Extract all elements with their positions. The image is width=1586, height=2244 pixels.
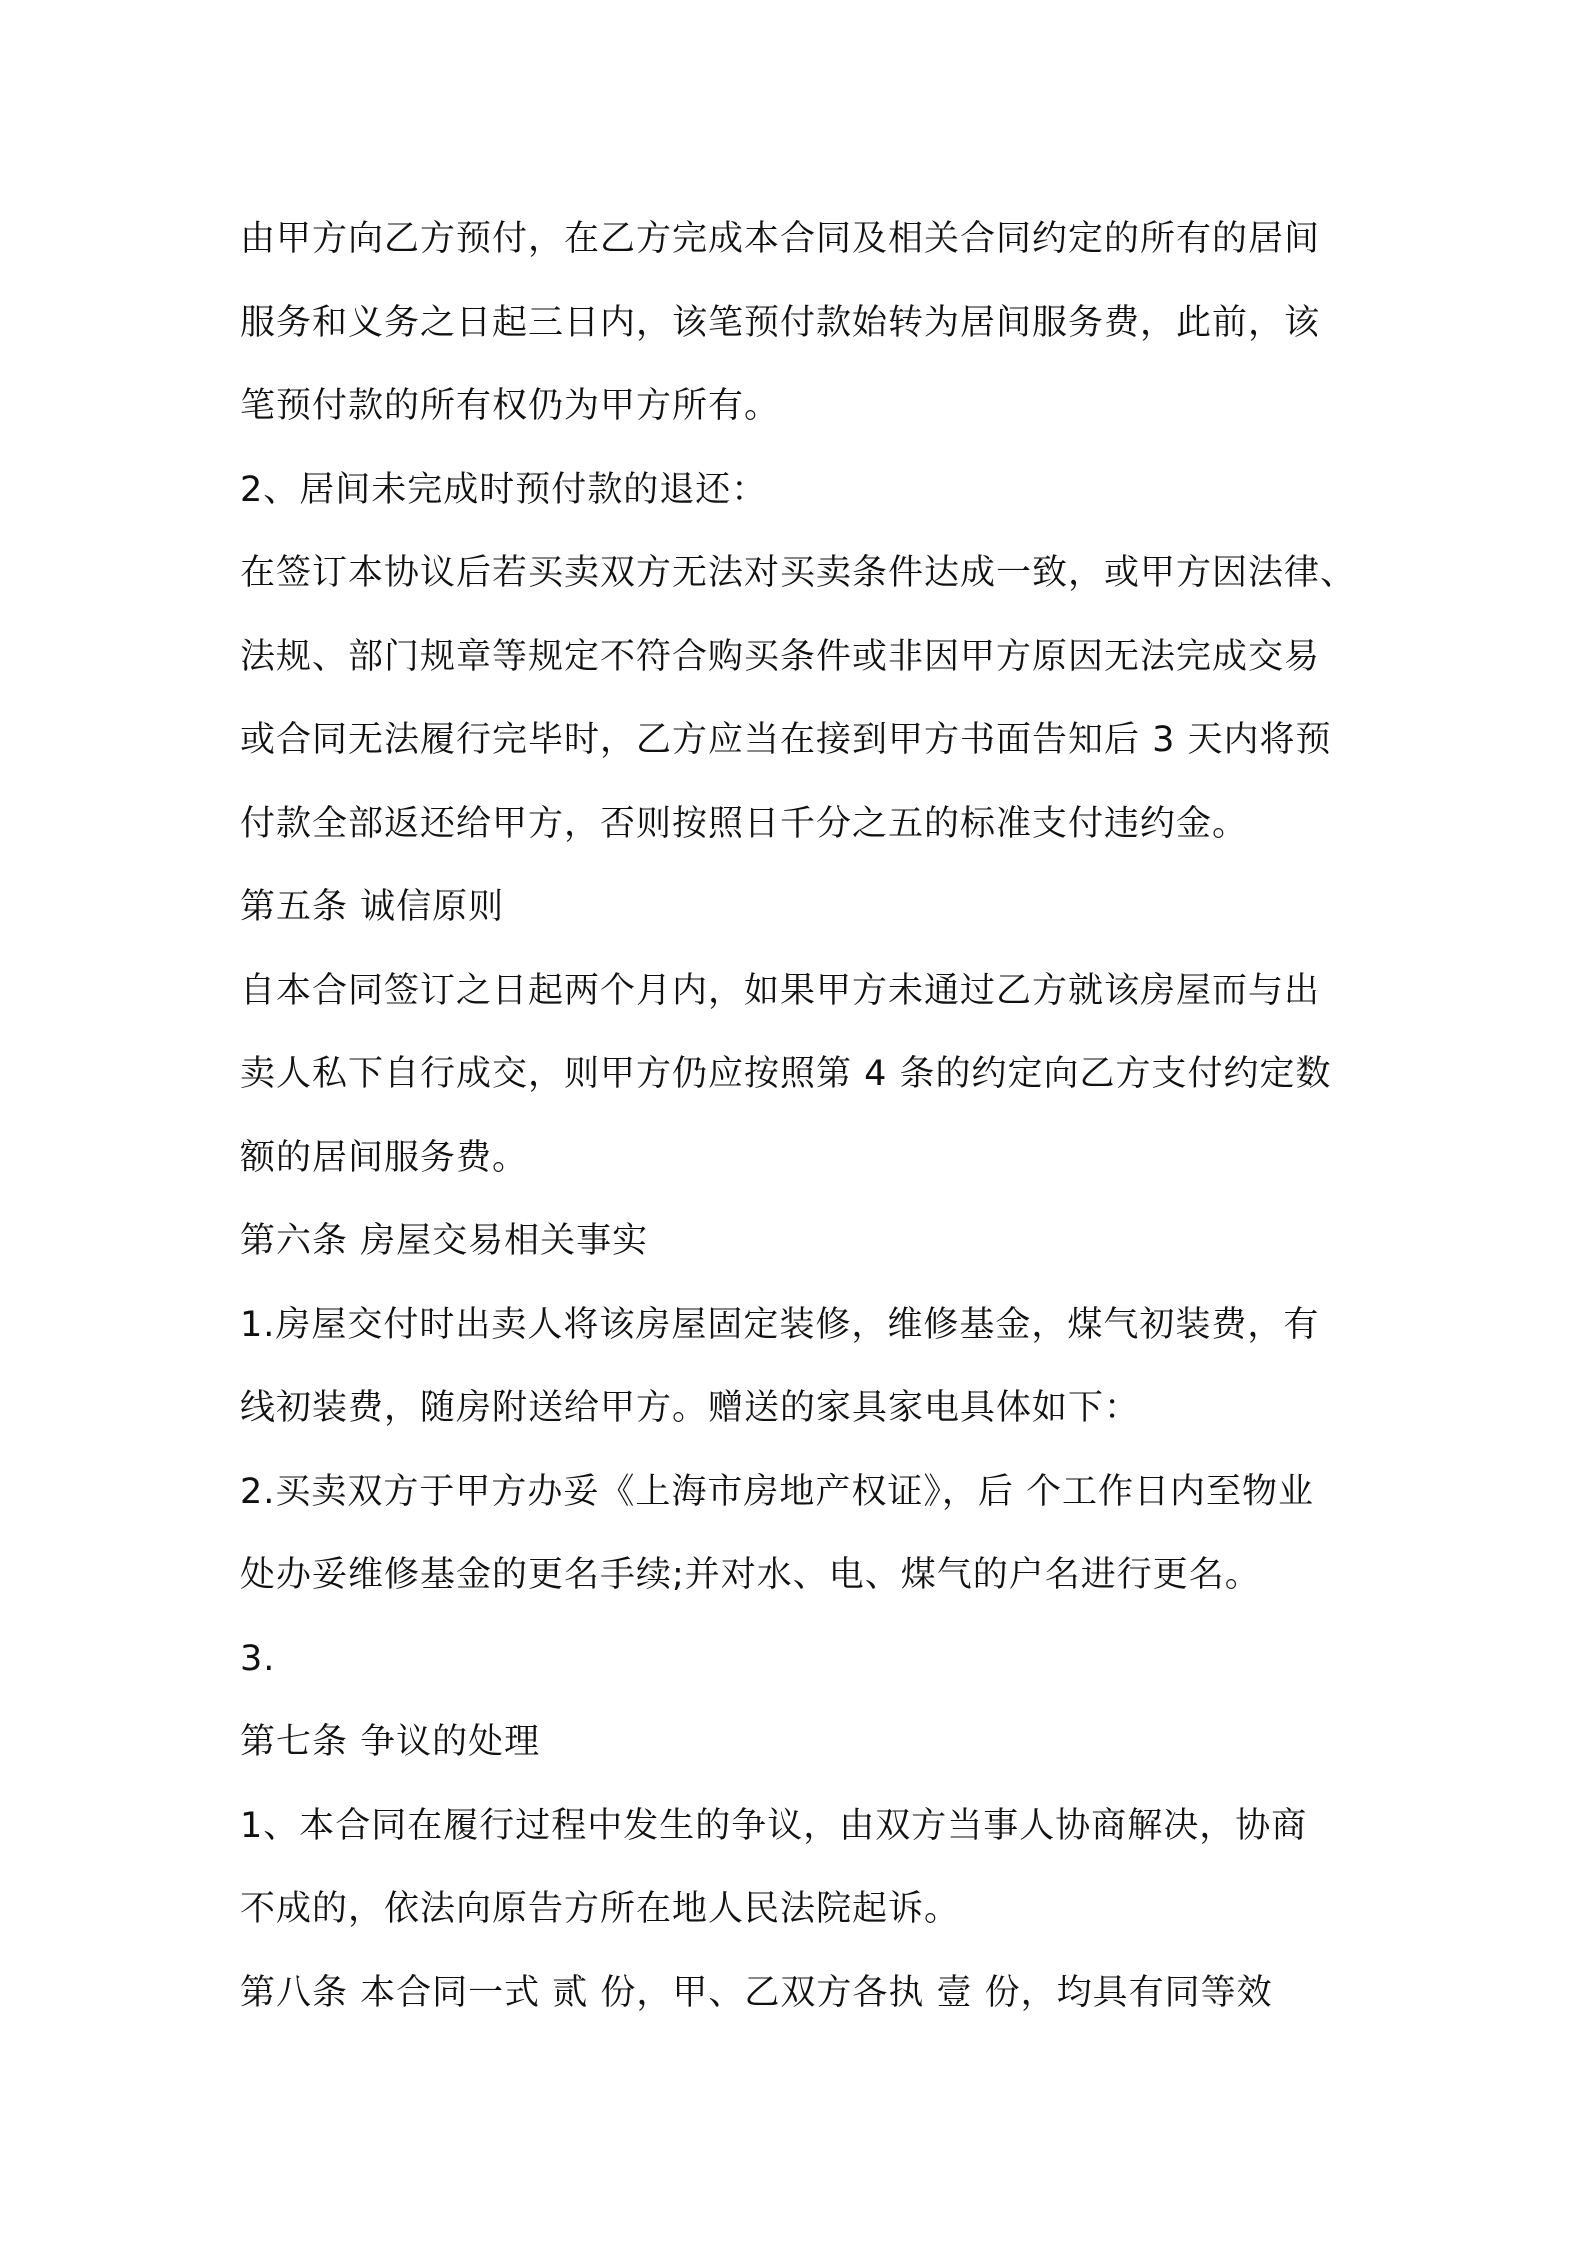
text-line: 笔预付款的所有权仍为甲方所有。	[240, 386, 781, 426]
text-line: 不成的，依法向原告方所在地人民法院起诉。	[240, 1889, 961, 1929]
paragraph-p9	[240, 1618, 1370, 1702]
paragraph-p3	[240, 532, 1370, 866]
text-line: 第六条 房屋交易相关事实	[240, 1221, 649, 1261]
text-line: 2、居间未完成时预付款的退还：	[240, 469, 768, 510]
paragraph-p6	[240, 1200, 1370, 1284]
text-line: 1.房屋交付时出卖人将该房屋固定装修，维修基金，煤气初装费，有	[240, 1304, 1320, 1345]
text-line: 服务和义务之日起三日内，该笔预付款始转为居间服务费，此前，该	[240, 302, 1321, 343]
paragraph-p5	[240, 950, 1370, 1201]
paragraph-p4	[240, 866, 1370, 950]
text-line: 2.买卖双方于甲方办妥《上海市房地产权证》，后 个工作日内至物业	[240, 1471, 1315, 1512]
document-body	[240, 198, 1370, 2035]
paragraph-p2	[240, 449, 1370, 533]
paragraph-p1	[240, 198, 1370, 449]
text-line: 付款全部返还给甲方，否则按照日千分之五的标准支付违约金。	[240, 803, 1249, 844]
text-line: 由甲方向乙方预付，在乙方完成本合同及相关合同约定的所有的居间	[240, 219, 1321, 259]
text-line: 卖人私下自行成交，则甲方仍应按照第 4 条的约定向乙方支付约定数	[240, 1054, 1332, 1094]
text-line: 额的居间服务费。	[240, 1137, 529, 1178]
text-line: 第八条 本合同一式 贰 份，甲、乙双方各执 壹 份，均具有同等效	[240, 1972, 1273, 2013]
paragraph-p8	[240, 1451, 1370, 1618]
text-line: 自本合同签订之日起两个月内，如果甲方未通过乙方就该房屋而与出	[240, 970, 1321, 1011]
text-line: 线初装费，随房附送给甲方。赠送的家具家电具体如下：	[240, 1388, 1141, 1428]
text-line: 或合同无法履行完毕时，乙方应当在接到甲方书面告知后 3 天内将预	[240, 720, 1332, 760]
paragraph-p12	[240, 1952, 1370, 2036]
text-line: 第七条 争议的处理	[240, 1722, 541, 1762]
text-line: 第五条 诚信原则	[240, 887, 505, 927]
text-line: 3.	[240, 1638, 276, 1679]
paragraph-p11	[240, 1785, 1370, 1952]
paragraph-p10	[240, 1701, 1370, 1785]
text-line: 处办妥维修基金的更名手续;并对水、电、煤气的户名进行更名。	[240, 1555, 1261, 1595]
text-line: 法规、部门规章等规定不符合购买条件或非因甲方原因无法完成交易	[240, 636, 1321, 677]
text-line: 在签订本协议后若买卖双方无法对买卖条件达成一致，或甲方因法律、	[240, 553, 1357, 593]
paragraph-p7	[240, 1284, 1370, 1451]
text-line: 1、本合同在履行过程中发生的争议，由双方当事人协商解决，协商	[240, 1805, 1308, 1846]
